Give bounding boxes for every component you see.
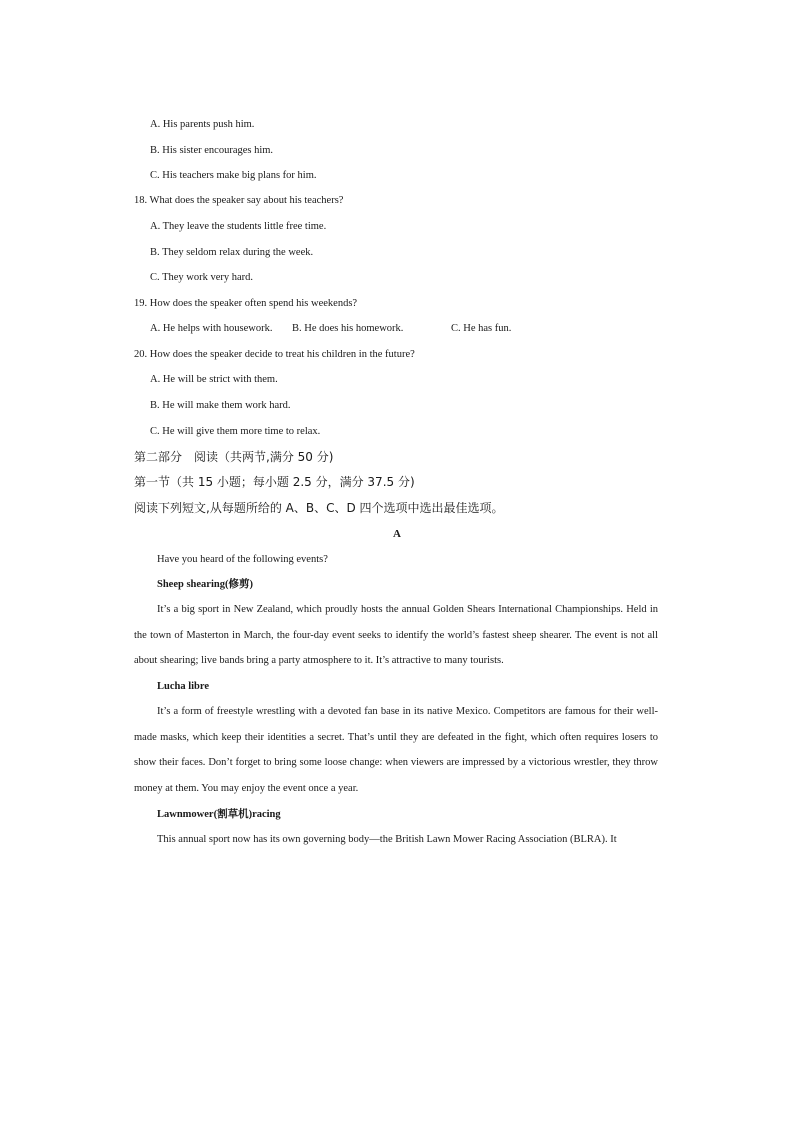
q20-option-b: B. He will make them work hard. (150, 400, 291, 411)
event-heading-lawnmower-racing: Lawnmower(割草机)racing (157, 809, 281, 820)
q19-stem: 19. How does the speaker often spend his weekends? (134, 298, 358, 309)
q17-option-a: A. His parents push him. (150, 119, 255, 130)
q18-stem: 18. What does the speaker say about his teachers? (134, 195, 344, 206)
passage-intro: Have you heard of the following events? (157, 554, 328, 565)
q19-option-c: C. He has fun. (451, 323, 512, 334)
passage-label: A (393, 528, 401, 540)
q17-option-c: C. His teachers make big plans for him. (150, 170, 317, 181)
q18-option-b: B. They seldom relax during the week. (150, 247, 314, 258)
paragraph-lawnmower-racing: This annual sport now has its own governing body—the British Lawn Mower Racing Association (BLRA). It (157, 834, 617, 845)
q18-option-c: C. They work very hard. (150, 272, 254, 283)
q17-option-b: B. His sister encourages him. (150, 145, 274, 156)
section-part2-heading: 第二部分 阅读（共两节,满分 50 分) (134, 450, 334, 464)
q20-option-c: C. He will give them more time to relax. (150, 426, 321, 437)
reading-instruction: 阅读下列短文,从每题所给的 A、B、C、D 四个选项中选出最佳选项。 (134, 501, 504, 515)
event-heading-lucha-libre: Lucha libre (157, 681, 210, 692)
q19-option-b: B. He does his homework. (292, 323, 404, 334)
q19-option-a: A. He helps with housework. (150, 323, 273, 334)
paragraph-lucha-libre: It’s a form of freestyle wrestling with a devoted fan base in its native Mexico. Competitors are famous for their well-made masks, which keep their identities a secret. That’s until they are defeated in the fight, which often requires losers to show their faces. Don’t forget to bring some loose change: when viewers are impressed by a victorious wrestler, they throw money at them. You may enjoy the event once a year. (134, 706, 658, 794)
q20-stem: 20. How does the speaker decide to treat his children in the future? (134, 349, 415, 360)
paragraph-sheep-shearing: It’s a big sport in New Zealand, which proudly hosts the annual Golden Shears International Championships. Held in the town of Masterton in March, the four-day event seeks to identify the world’s fastest sheep shearer. The event is not all about shearing; live bands bring a party atmosphere to it. It’s attractive to many tourists. (134, 604, 658, 666)
event-heading-sheep-shearing: Sheep shearing(修剪) (157, 579, 253, 590)
section-1-heading: 第一节（共 15 小题；每小题 2.5 分，满分 37.5 分) (134, 475, 415, 489)
q20-option-a: A. He will be strict with them. (150, 374, 278, 385)
q18-option-a: A. They leave the students little free time. (150, 221, 327, 232)
